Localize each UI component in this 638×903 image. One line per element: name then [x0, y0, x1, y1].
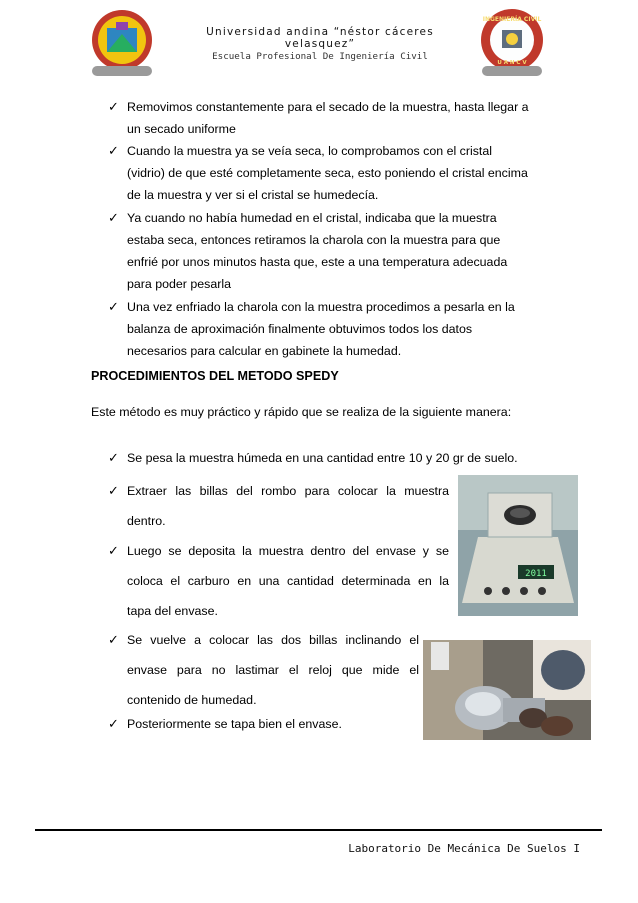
checkmark-icon: ✓	[108, 483, 119, 498]
list-item-line: Se vuelve a colocar las dos billas inclinando el	[127, 633, 419, 647]
list-item-line: Se pesa la muestra húmeda en una cantidad entre 10 y 20 gr de suelo.	[127, 451, 518, 465]
list-item-line: contenido de humedad.	[127, 693, 257, 707]
list-item	[108, 140, 547, 206]
list-item-line: dentro.	[127, 514, 166, 528]
list-item-line: Removimos constantemente para el secado de la muestra, hasta llegar a	[127, 100, 529, 114]
university-name-line1: Universidad andina “néstor cáceres	[206, 26, 434, 38]
list-item	[108, 476, 449, 536]
list-item	[108, 447, 547, 469]
list-item-line: Cuando la muestra ya se veía seca, lo comprobamos con el cristal	[127, 144, 493, 158]
list-item-line: balanza de aproximación finalmente obtuvimos todos los datos	[127, 322, 473, 336]
faculty-logo-text-top: INGENIERÍA CIVIL	[482, 16, 542, 23]
footer-text: Laboratorio De Mecánica De Suelos I	[348, 842, 580, 855]
speedy-test-photo	[423, 640, 591, 740]
checkmark-icon: ✓	[108, 299, 119, 314]
list-item	[108, 207, 547, 295]
list-item-line: para poder pesarla	[127, 277, 232, 291]
list-item-line: un secado uniforme	[127, 122, 236, 136]
checkmark-icon: ✓	[108, 450, 119, 465]
list-item-line: enfrié por unos minutos hasta que, este a una temperatura adecuada	[127, 255, 508, 269]
list-item-line: estaba seca, entonces retiramos la charola con la muestra para que	[127, 233, 501, 247]
checkmark-icon: ✓	[108, 99, 119, 114]
list-item	[108, 96, 547, 140]
university-name-line2: velasquez”	[284, 38, 356, 50]
list-item	[108, 296, 547, 362]
scale-display: 2011	[525, 569, 547, 579]
section-title: PROCEDIMIENTOS DEL METODO SPEDY	[91, 369, 339, 383]
list-item-line: coloca el carburo en una cantidad determinada en la	[127, 574, 449, 588]
list-item-line: Luego se deposita la muestra dentro del envase y se	[127, 544, 449, 558]
list-item-line: necesarios para calcular en gabinete la humedad.	[127, 344, 402, 358]
checkmark-icon: ✓	[108, 632, 119, 647]
list-item	[108, 536, 449, 626]
checkmark-icon: ✓	[108, 210, 119, 225]
list-item-line: de la muestra y ver si el cristal se humedecía.	[127, 188, 379, 202]
faculty-logo-text-bottom: U A N C V	[497, 60, 527, 66]
list-item-line: (vidrio) de que esté completamente seca, esto poniendo el cristal encima	[127, 166, 528, 180]
school-name: Escuela Profesional De Ingeniería Civil	[212, 51, 428, 62]
list-item-line: Ya cuando no había humedad en el cristal, indicaba que la muestra	[127, 211, 497, 225]
checkmark-icon: ✓	[108, 543, 119, 558]
list-item	[108, 625, 419, 715]
list-item-line: Posteriormente se tapa bien el envase.	[127, 717, 342, 731]
list-item-line: tapa del envase.	[127, 604, 218, 618]
intro-paragraph: Este método es muy práctico y rápido que se realiza de la siguiente manera:	[91, 405, 512, 419]
list-item-line: Una vez enfriado la charola con la muestra procedimos a pesarla en la	[127, 300, 515, 314]
list-item-line: Extraer las billas del rombo para colocar la muestra	[127, 484, 449, 498]
checkmark-icon: ✓	[108, 143, 119, 158]
list-item-line: envase para no lastimar el reloj que mide el	[127, 663, 419, 677]
checkmark-icon: ✓	[108, 716, 119, 731]
scale-photo	[458, 475, 578, 616]
footer-divider	[35, 829, 602, 831]
